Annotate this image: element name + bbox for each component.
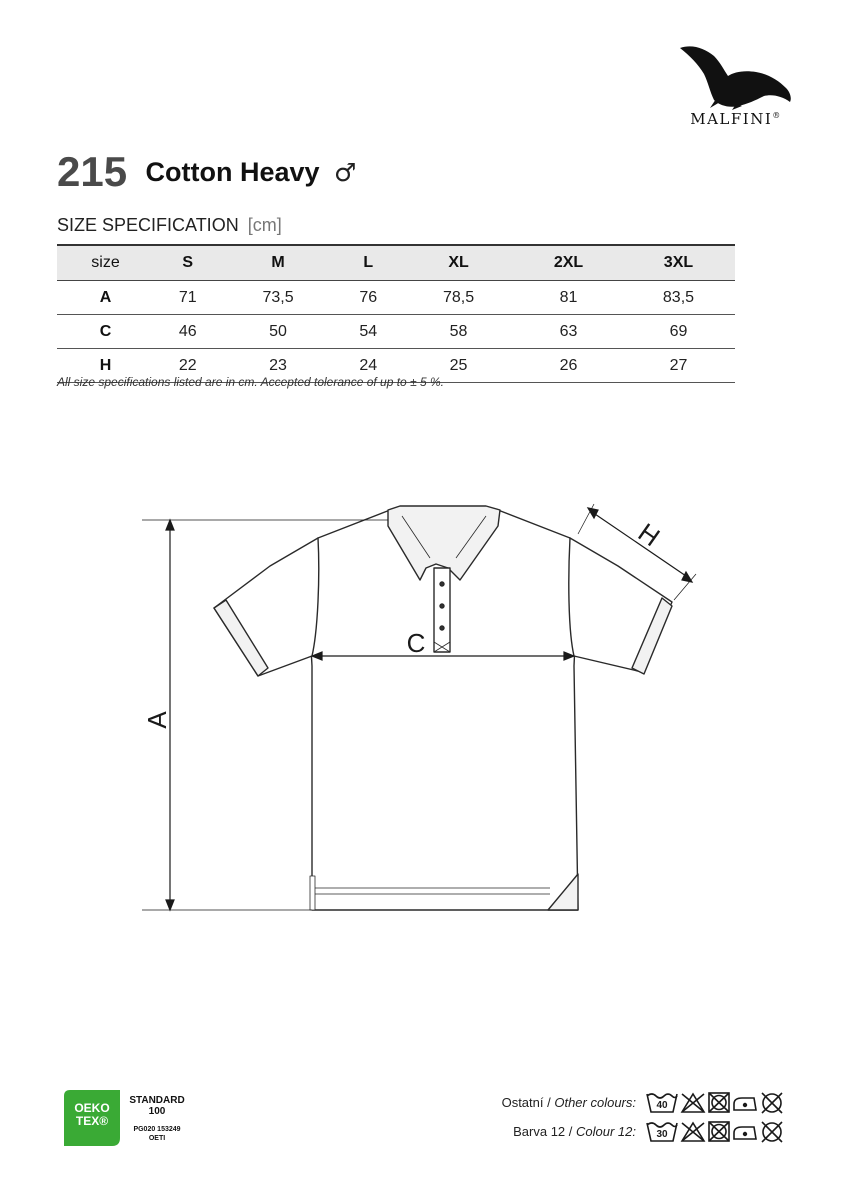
table-row bbox=[57, 315, 735, 349]
label-a: A bbox=[142, 711, 172, 729]
table-cell: 78,5 bbox=[402, 281, 515, 315]
care-label-cz: Barva 12 / bbox=[513, 1124, 573, 1139]
oeko-line1: OEKO bbox=[74, 1101, 110, 1115]
row-label: H bbox=[57, 349, 154, 383]
care-label-en: Other colours: bbox=[554, 1095, 636, 1110]
care-label-cz: Ostatní / bbox=[501, 1095, 551, 1110]
care-label-en: Colour 12: bbox=[576, 1124, 636, 1139]
polo-shirt-diagram bbox=[130, 490, 710, 930]
brand-logo bbox=[672, 40, 800, 136]
table-cell: 24 bbox=[335, 349, 403, 383]
size-table bbox=[57, 244, 735, 383]
oeko-line2: TEX® bbox=[75, 1114, 109, 1128]
table-header: 3XL bbox=[622, 245, 735, 281]
table-cell: 23 bbox=[222, 349, 335, 383]
table-cell: 46 bbox=[154, 315, 222, 349]
brand-name: MALFINI bbox=[690, 110, 773, 128]
certificate-institute: OETI bbox=[148, 1135, 166, 1142]
product-title bbox=[57, 148, 356, 194]
table-cell: 26 bbox=[515, 349, 622, 383]
wash-temperature: 30 bbox=[656, 1129, 668, 1140]
table-cell: 71 bbox=[154, 281, 222, 315]
care-symbols bbox=[646, 1090, 802, 1116]
table-cell: 22 bbox=[154, 349, 222, 383]
table-cell: 76 bbox=[335, 281, 403, 315]
table-header: S bbox=[154, 245, 222, 281]
registered-mark: ® bbox=[772, 111, 782, 120]
iron-icon bbox=[734, 1127, 756, 1139]
spec-unit: [cm] bbox=[247, 215, 282, 235]
table-cell: 25 bbox=[402, 349, 515, 383]
table-cell: 58 bbox=[402, 315, 515, 349]
table-cell: 73,5 bbox=[222, 281, 335, 315]
table-cell: 63 bbox=[515, 315, 622, 349]
care-row-other bbox=[430, 1090, 800, 1116]
table-cell: 27 bbox=[622, 349, 735, 383]
table-header: L bbox=[335, 245, 403, 281]
no-tumble-dry-icon bbox=[709, 1093, 729, 1112]
spec-heading bbox=[57, 215, 282, 236]
placket bbox=[434, 568, 450, 652]
product-number: 215 bbox=[57, 148, 128, 195]
standard-label: STANDARD bbox=[129, 1095, 185, 1106]
table-header: 2XL bbox=[515, 245, 622, 281]
standard-number: 100 bbox=[148, 1106, 166, 1117]
table-header-row bbox=[57, 245, 735, 281]
no-tumble-dry-icon bbox=[709, 1122, 729, 1141]
no-bleach-icon bbox=[682, 1094, 704, 1112]
certificate-code: PG020 153249 bbox=[133, 1126, 181, 1133]
product-name: Cotton Heavy bbox=[145, 156, 320, 187]
certification-info bbox=[120, 1095, 194, 1143]
table-cell: 54 bbox=[335, 315, 403, 349]
table-cell: 83,5 bbox=[622, 281, 735, 315]
bird-icon bbox=[678, 40, 794, 110]
label-h: H bbox=[632, 516, 666, 553]
care-symbols bbox=[646, 1119, 802, 1145]
row-label: A bbox=[57, 281, 154, 315]
no-bleach-icon bbox=[682, 1123, 704, 1141]
measurement-diagram bbox=[130, 490, 710, 935]
spec-title: SIZE SPECIFICATION bbox=[57, 215, 239, 235]
table-cell: 81 bbox=[515, 281, 622, 315]
row-label: C bbox=[57, 315, 154, 349]
wash-temperature: 40 bbox=[656, 1100, 668, 1111]
table-cell: 50 bbox=[222, 315, 335, 349]
table-row bbox=[57, 281, 735, 315]
male-icon: ♂ bbox=[334, 157, 357, 187]
tolerance-note: All size specifications listed are in cm. Accepted tolerance of up to ± 5 %. bbox=[57, 375, 444, 389]
table-header: M bbox=[222, 245, 335, 281]
care-row-colour-12 bbox=[430, 1119, 800, 1145]
no-dry-clean-icon bbox=[762, 1093, 782, 1113]
label-c: C bbox=[406, 628, 426, 658]
no-dry-clean-icon bbox=[762, 1122, 782, 1142]
table-header: size bbox=[57, 245, 154, 281]
table-cell: 69 bbox=[622, 315, 735, 349]
table-header: XL bbox=[402, 245, 515, 281]
right-sleeve bbox=[569, 538, 672, 672]
iron-icon bbox=[734, 1098, 756, 1110]
